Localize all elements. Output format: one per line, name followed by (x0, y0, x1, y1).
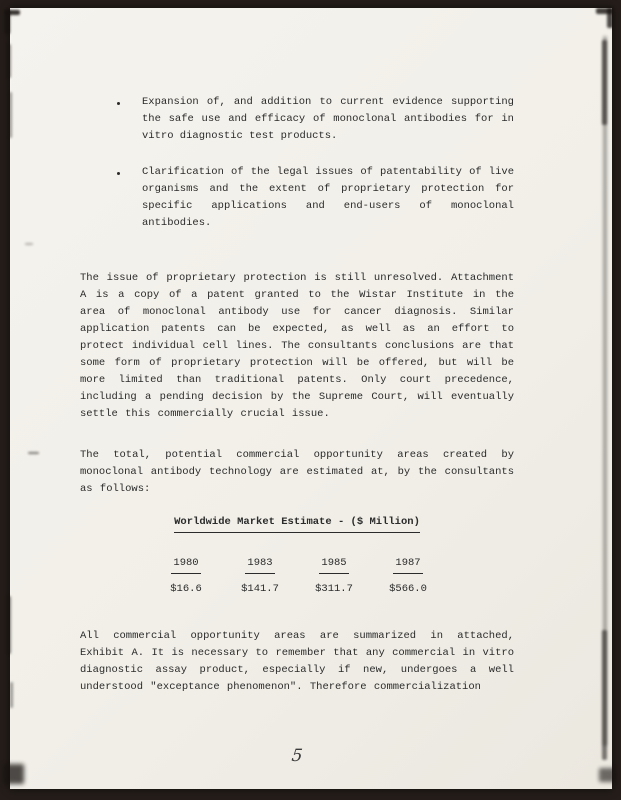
bullet-item (116, 164, 514, 232)
scan-artifact (607, 8, 613, 28)
bullet-item (116, 94, 514, 145)
table-column (235, 555, 285, 598)
scan-artifact (599, 768, 615, 782)
market-value: $566.0 (389, 583, 427, 595)
page-number: 5 (290, 746, 304, 766)
scan-artifact (9, 92, 12, 138)
table-title: Worldwide Market Estimate - ($ Million) (174, 514, 420, 533)
year-header: 1983 (245, 555, 274, 574)
bullet-text: Clarification of the legal issues of patentability of live organisms and the extent of proprietary protection for specific applications and end-users of monoclonal antibodies. (142, 166, 514, 229)
scan-artifact (28, 452, 39, 454)
bullet-list (80, 94, 514, 232)
worldwide-market-estimate-table (80, 514, 514, 598)
scan-artifact (5, 10, 10, 34)
scan-artifact (4, 764, 24, 784)
bullet-dot-icon (117, 172, 120, 175)
market-value: $141.7 (241, 583, 279, 595)
market-value: $16.6 (170, 583, 202, 595)
document-page (10, 8, 612, 789)
scan-artifact (10, 682, 13, 708)
page-content (80, 94, 514, 765)
table-column (161, 555, 211, 598)
year-header: 1987 (393, 555, 422, 574)
bullet-text: Expansion of, and addition to current evidence supporting the safe use and efficacy of monoclonal antibodies for in vitro diagnostic test products. (142, 96, 514, 142)
scan-artifact (7, 44, 11, 78)
scan-artifact (602, 630, 607, 760)
bullet-dot-icon (117, 102, 120, 105)
paragraph-commercial-opportunity: The total, potential commercial opportunity areas created by monoclonal antibody technology are estimated at, by the consultants as follows: (80, 449, 514, 495)
paragraph-proprietary-protection: The issue of proprietary protection is still unresolved. Attachment A is a copy of a patent granted to the Wistar Institute in the area of monoclonal antibody use for cancer diagnosis. Similar application patents can be expected, as well as an effort to protect individual cell lines. The consultants conclusions are that some form of proprietary protection will be offered, but will be more limited than traditional patents. Only court precedence, including a pending decision by the Supreme Court, will eventually settle this commercially crucial issue. (80, 272, 514, 420)
scan-artifact (7, 596, 11, 654)
year-header: 1980 (171, 555, 200, 574)
scan-artifact (602, 40, 607, 125)
table-column (309, 555, 359, 598)
table-columns (80, 555, 514, 598)
table-column (383, 555, 433, 598)
paragraph-summary: All commercial opportunity areas are summarized in attached, Exhibit A. It is necessary to remember that any commercial in vitro diagnostic assay product, especially if new, undergoes a well understood "exceptance phenomenon". Therefore commercialization (80, 630, 514, 693)
market-value: $311.7 (315, 583, 353, 595)
scan-artifact (25, 243, 33, 245)
year-header: 1985 (319, 555, 348, 574)
